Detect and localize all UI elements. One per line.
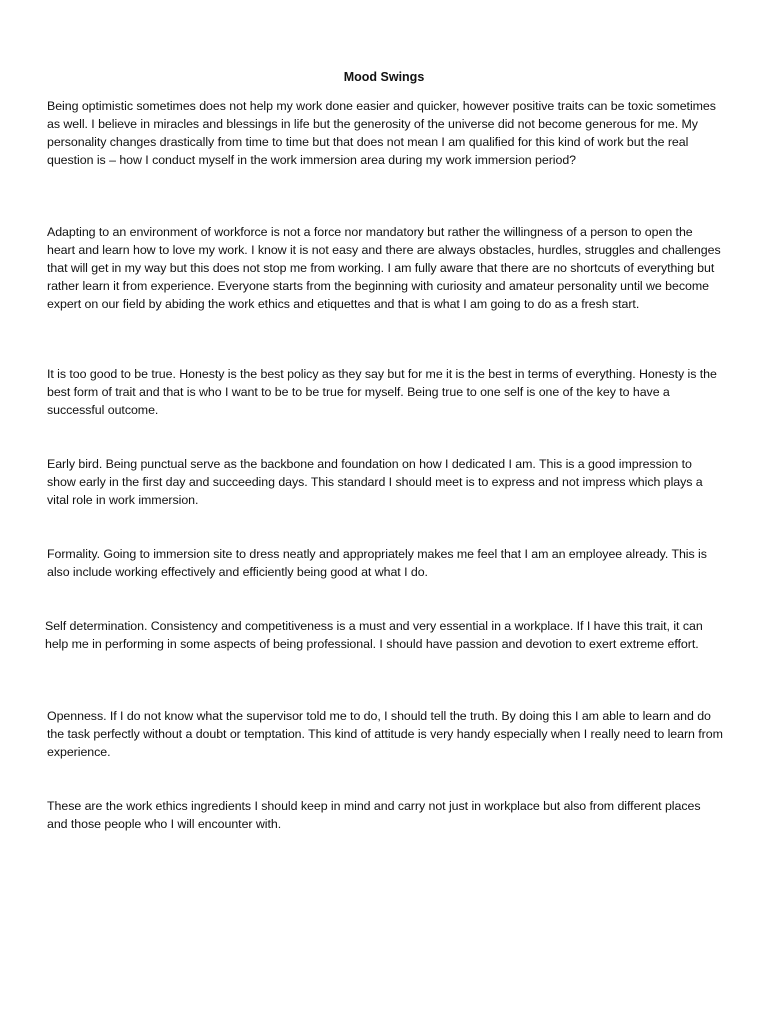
paragraph-conclusion: These are the work ethics ingredients I should keep in mind and carry not just in workplace but also from different places and those people who I will encounter with. xyxy=(47,799,701,831)
document-title: Mood Swings xyxy=(343,70,425,84)
paragraph-self-determination: Self determination. Consistency and competitiveness is a must and very essential in a workplace. If I have this trait, it can help me in performing in some aspects of being professional. I should have passion and devotion to exert extreme effort. xyxy=(45,619,703,651)
paragraph-formality: Formality. Going to immersion site to dress neatly and appropriately makes me feel that I am an employee already. This is also include working effectively and efficiently being good at what I do. xyxy=(47,547,707,579)
paragraph-honesty: It is too good to be true. Honesty is the best policy as they say but for me it is the best in terms of everything. Honesty is the best form of trait and that is who I want to be to be true for myself. Being true to one self is one of the key to have a successful outcome. xyxy=(47,367,717,417)
paragraph-adapting: Adapting to an environment of workforce is not a force nor mandatory but rather the willingness of a person to open the heart and learn how to love my work. I know it is not easy and there are always obstacles, hurdles, struggles and challenges that will get in my way but this does not stop me from working. I am fully aware that there are no shortcuts of everything but rather learn it from experience. Everyone starts from the beginning with curiosity and amateur personality until we become expert on our field by abiding the work ethics and etiquettes and that is what I am going to do as a fresh start. xyxy=(47,225,721,311)
paragraph-optimism: Being optimistic sometimes does not help my work done easier and quicker, however positive traits can be toxic sometimes as well. I believe in miracles and blessings in life but the generosity of the universe did not become generous for me. My personality changes drastically from time to time but that does not mean I am qualified for this kind of work but the real question is – how I conduct myself in the work immersion area during my work immersion period? xyxy=(47,99,716,167)
paragraph-openness: Openness. If I do not know what the supervisor told me to do, I should tell the truth. By doing this I am able to learn and do the task perfectly without a doubt or temptation. This kind of attitude is very handy especially when I really need to learn from experience. xyxy=(47,709,723,759)
paragraph-early-bird: Early bird. Being punctual serve as the backbone and foundation on how I dedicated I am. This is a good impression to show early in the first day and succeeding days. This standard I should meet is to express and not impress which plays a vital role in work immersion. xyxy=(47,457,703,507)
